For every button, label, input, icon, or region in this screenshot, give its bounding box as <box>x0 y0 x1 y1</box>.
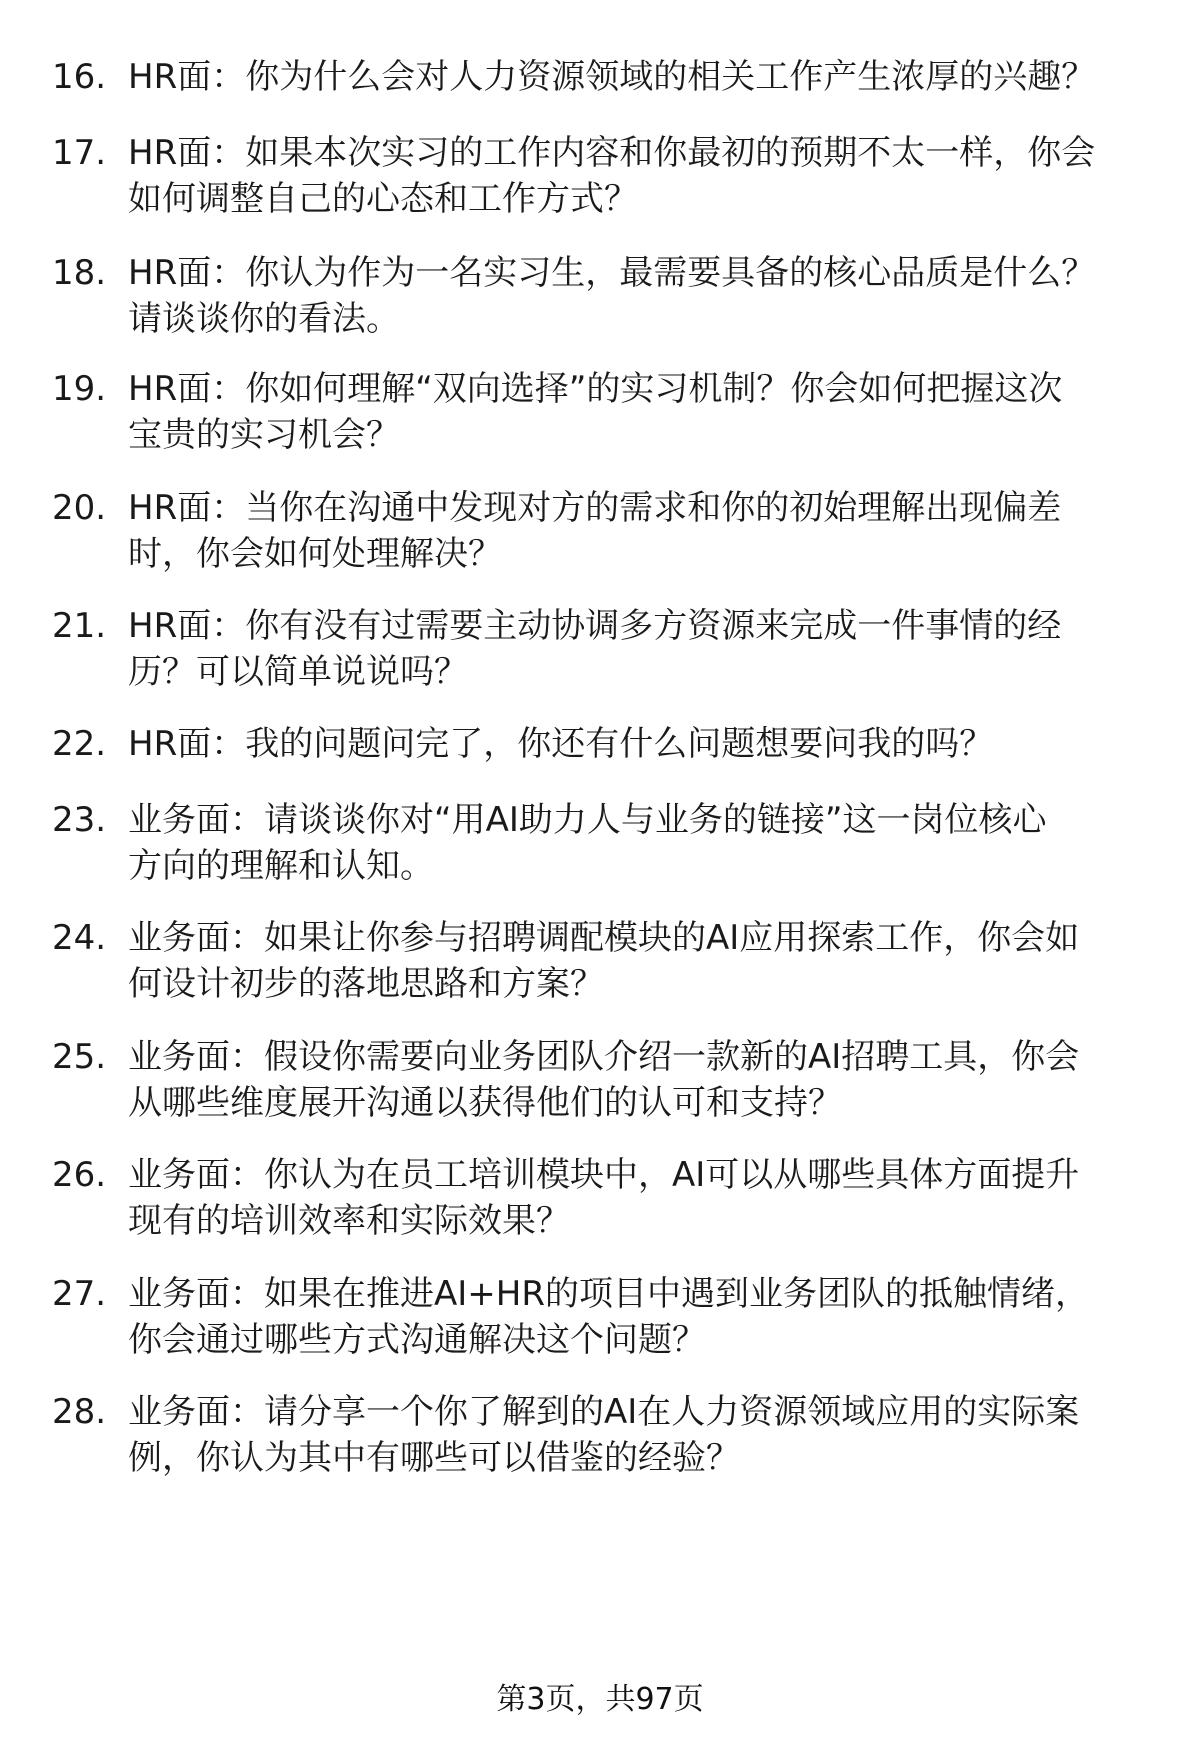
item-text <box>128 485 1158 577</box>
item-text-line: 如何调整自己的心态和工作方式？ <box>128 179 638 219</box>
item-text <box>128 54 1158 100</box>
item-text <box>128 603 1158 695</box>
page-number: 第3页，共97页 <box>496 1682 704 1717</box>
item-text <box>128 1034 1158 1126</box>
item-number: 21. <box>52 606 107 646</box>
item-text-line: HR面：你如何理解“双向选择”的实习机制？你会如何把握这次 <box>128 369 1063 409</box>
item-text-line: 业务面：如果在推进AI+HR的项目中遇到业务团队的抵触情绪， <box>128 1274 1089 1314</box>
item-text <box>128 130 1158 222</box>
item-number: 16. <box>52 57 107 97</box>
item-text <box>128 366 1158 458</box>
item-number: 20. <box>52 488 107 528</box>
item-text-line: HR面：当你在沟通中发现对方的需求和你的初始理解出现偏差 <box>128 488 1062 528</box>
item-text <box>128 1152 1158 1244</box>
item-text <box>128 1389 1158 1481</box>
item-text-line: 何设计初步的落地思路和方案？ <box>128 964 604 1004</box>
item-text-line: HR面：你为什么会对人力资源领域的相关工作产生浓厚的兴趣？ <box>128 57 1096 97</box>
item-text-line: 宝贵的实习机会？ <box>128 415 400 455</box>
item-text-line: 现有的培训效率和实际效果？ <box>128 1201 570 1241</box>
item-number: 18. <box>52 253 107 293</box>
item-text-line: HR面：你有没有过需要主动协调多方资源来完成一件事情的经 <box>128 606 1062 646</box>
item-text <box>128 1271 1158 1363</box>
item-text-line: 业务面：请谈谈你对“用AI助力人与业务的链接”这一岗位核心 <box>128 800 1047 840</box>
item-number: 22. <box>52 724 107 764</box>
item-text-line: 请谈谈你的看法。 <box>128 299 400 339</box>
item-number: 27. <box>52 1274 107 1314</box>
item-text-line: 业务面：你认为在员工培训模块中，AI可以从哪些具体方面提升 <box>128 1155 1080 1195</box>
item-text-line: 业务面：假设你需要向业务团队介绍一款新的AI招聘工具，你会 <box>128 1037 1080 1077</box>
item-text-line: HR面：我的问题问完了，你还有什么问题想要问我的吗？ <box>128 724 994 764</box>
item-text <box>128 915 1158 1007</box>
item-text-line: 方向的理解和认知。 <box>128 846 434 886</box>
item-text-line: 历？可以简单说说吗？ <box>128 652 468 692</box>
item-text-line: HR面：你认为作为一名实习生，最需要具备的核心品质是什么？ <box>128 253 1096 293</box>
item-text-line: HR面：如果本次实习的工作内容和你最初的预期不太一样，你会 <box>128 133 1096 173</box>
item-number: 17. <box>52 133 107 173</box>
item-number: 24. <box>52 918 107 958</box>
item-text-line: 时，你会如何处理解决？ <box>128 534 502 574</box>
item-number: 26. <box>52 1155 107 1195</box>
item-text-line: 从哪些维度展开沟通以获得他们的认可和支持？ <box>128 1083 842 1123</box>
item-text <box>128 721 1158 767</box>
item-text-line: 业务面：如果让你参与招聘调配模块的AI应用探索工作，你会如 <box>128 918 1080 958</box>
item-number: 28. <box>52 1392 107 1432</box>
item-text-line: 例，你认为其中有哪些可以借鉴的经验？ <box>128 1438 740 1478</box>
item-number: 25. <box>52 1037 107 1077</box>
item-number: 23. <box>52 800 107 840</box>
item-text-line: 你会通过哪些方式沟通解决这个问题？ <box>128 1320 706 1360</box>
item-text-line: 业务面：请分享一个你了解到的AI在人力资源领域应用的实际案 <box>128 1392 1080 1432</box>
item-number: 19. <box>52 369 107 409</box>
item-text <box>128 797 1158 889</box>
item-text <box>128 250 1158 342</box>
